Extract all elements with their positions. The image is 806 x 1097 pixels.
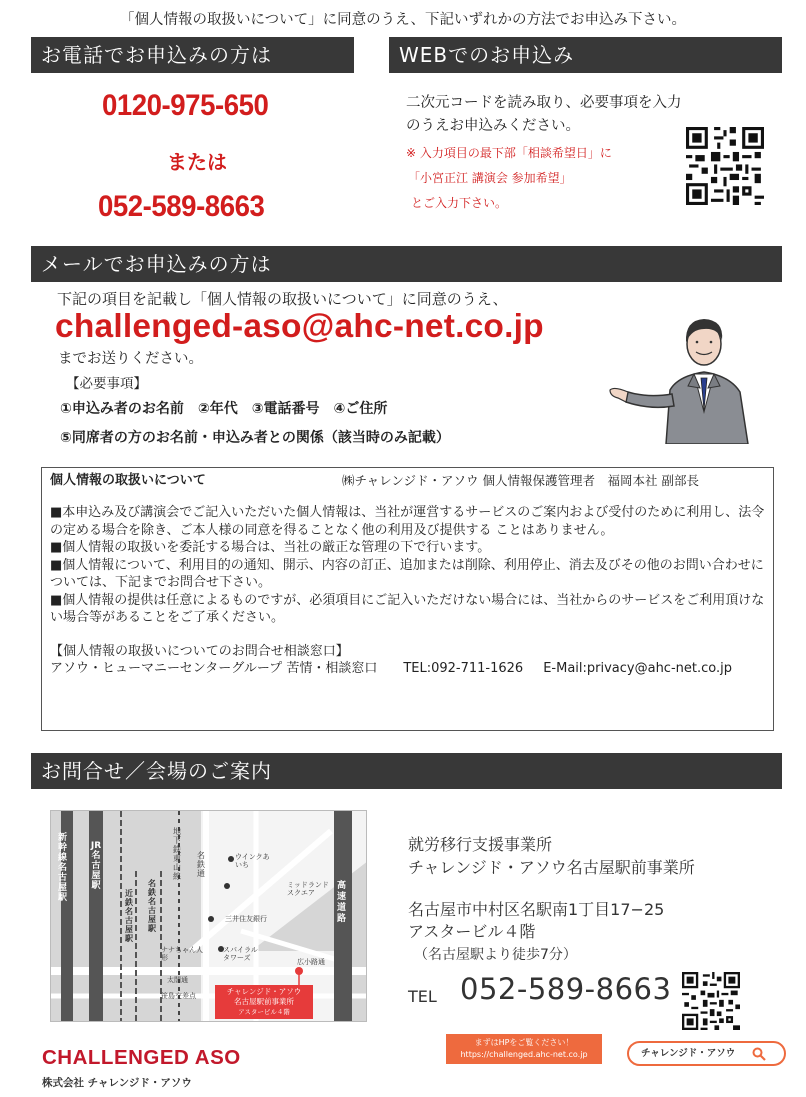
map-label-midland: ミッドランドスクエア (287, 881, 329, 897)
web-note (406, 141, 686, 216)
map-label-meitetsu: 名鉄名古屋駅 (148, 879, 156, 933)
privacy-policy-box (41, 467, 774, 731)
required-items-line1: ①申込み者のお名前 ②年代 ③電話番号 ④ご住所 (60, 401, 388, 417)
required-items-title: 【必要事項】 (66, 376, 147, 392)
map-label-shinkansen: 新幹線名古屋駅 (58, 833, 68, 903)
mail-tail-text: までお送りください。 (58, 351, 203, 367)
office-address-line1: 名古屋市中村区名駅南1丁目17−25 (408, 900, 665, 919)
map-label-wink: ウインクあいち (235, 853, 270, 869)
office-info (408, 833, 695, 879)
privacy-paragraph-1: ■本申込み及び講演会でご記入いただいた個人情報は、当社が運営するサービスのご案内および受付のために利用し、法令の定める場合を除き、ご本人様の同意を得ることなく他の利用及び提供する ことはありません。 (50, 505, 765, 538)
homepage-banner-line1: まずはHPをご覧ください！ (474, 1038, 574, 1047)
privacy-contact-org: アソウ・ヒューマニーセンターグループ 苦情・相談窓口 (50, 661, 378, 676)
privacy-paragraph-2: ■個人情報の取扱いを委託する場合は、当社の厳正な管理の下で行います。 (50, 540, 491, 555)
mail-address-link[interactable]: challenged-aso@ahc-net.co.jp (55, 308, 544, 345)
privacy-contact-tel[interactable]: TEL:092-711-1626 (403, 661, 524, 676)
homepage-banner[interactable] (446, 1034, 602, 1064)
office-tel-number[interactable]: 052-589-8663 (460, 972, 672, 1006)
company-name: 株式会社 チャレンジド・アソウ (42, 1077, 192, 1089)
web-section-header: WEBでのお申込み (389, 37, 782, 73)
map-office-line1: チャレンジド・アソウ (226, 987, 302, 996)
privacy-contact-mail[interactable]: E-Mail:privacy@ahc-net.co.jp (543, 661, 732, 676)
search-icon[interactable] (752, 1047, 766, 1069)
privacy-contact-line (50, 660, 765, 678)
map-label-jr: JR名古屋駅 (90, 841, 102, 891)
office-walk-time: （名古屋駅より徒歩7分） (414, 947, 577, 963)
or-text: または (167, 150, 227, 174)
office-type: 就労移行支援事業所 (408, 835, 553, 854)
map-label-mitsui: 三井住友銀行 (225, 915, 267, 923)
map-label-spiral: スパイラルタワーズ (223, 946, 258, 962)
privacy-manager: ㈱チャレンジド・アソウ 個人情報保護管理者 福岡本社 副部長 (342, 473, 699, 488)
map-label-hirokoji: 広小路通 (297, 958, 325, 966)
map-label-highway: 高速道路 (337, 881, 347, 924)
phone-section-header: お電話でお申込みの方は (31, 37, 354, 73)
privacy-contact-title: 【個人情報の取扱いについてのお問合せ相談窓口】 (50, 643, 349, 659)
map-label-sasashima: 笹島交差点 (161, 992, 196, 1000)
map-office-line3: アスタービル４階 (238, 1008, 290, 1016)
businessman-illustration (608, 312, 760, 444)
map-label-nanachan: ナナちゃん人形 (161, 946, 203, 962)
homepage-url[interactable]: https://challenged.ahc-net.co.jp (460, 1050, 588, 1059)
privacy-paragraph-3: ■個人情報について、利用目的の通知、開示、内容の訂正、追加または削除、利用停止、消去及びその他のお問い合わせについては、下記までお問合せ下さい。 (50, 557, 764, 590)
phone-number-tollfree[interactable]: 0120-975-650 (102, 89, 269, 122)
web-instruction: 二次元コードを読み取り、必要事項を入力のうえお申込みください。 (406, 95, 682, 134)
company-logo: CHALLENGED ASO (42, 1046, 241, 1069)
web-note-line2: 「小宮正江 講演会 参加希望」 (408, 171, 572, 185)
map-label-taiko: 太閤通 (167, 976, 188, 984)
privacy-paragraph-4: ■個人情報の提供は任意によるものですが、必須項目にご記入いただけない場合には、当社からのサービスをご利用頂けない場合等があることをご了承ください。 (50, 592, 765, 625)
intro-text: 「個人情報の取扱いについて」に同意のうえ、下記いずれかの方法でお申込み下さい。 (119, 12, 687, 28)
search-text: チャレンジド・アソウ (641, 1048, 736, 1059)
phone-number-direct[interactable]: 052-589-8663 (98, 190, 265, 223)
map-label-kintetsu: 近鉄名古屋駅 (125, 889, 133, 943)
privacy-title: 個人情報の取扱いについて (50, 473, 206, 488)
map-office-line2: 名古屋駅前事業所 (234, 997, 294, 1006)
web-qr-code[interactable] (686, 127, 764, 205)
mail-section-header: メールでお申込みの方は (31, 246, 782, 282)
required-items-line2: ⑤同席者の方のお名前・申込み者との関係（該当時のみ記載） (60, 430, 450, 446)
access-map (50, 810, 367, 1022)
search-box[interactable] (627, 1041, 786, 1066)
office-qr-code[interactable] (682, 972, 740, 1030)
web-note-line1: ※ 入力項目の最下部「相談希望日」に (406, 146, 612, 160)
office-address-line2: アスタービル４階 (408, 922, 536, 941)
office-address (408, 899, 664, 943)
web-note-line3: とご入力下さい。 (411, 196, 508, 210)
map-label-meitetsu-dori: 名鉄通 (197, 851, 205, 878)
office-tel-label: TEL (408, 987, 437, 1006)
access-section-header: お問合せ／会場のご案内 (31, 753, 782, 789)
map-label-subway: 地下鉄東山線 (173, 827, 181, 881)
mail-lead-text: 下記の項目を記載し「個人情報の取扱いについて」に同意のうえ、 (57, 290, 508, 308)
map-office-marker (215, 985, 313, 1019)
office-name: チャレンジド・アソウ名古屋駅前事業所 (408, 858, 695, 877)
